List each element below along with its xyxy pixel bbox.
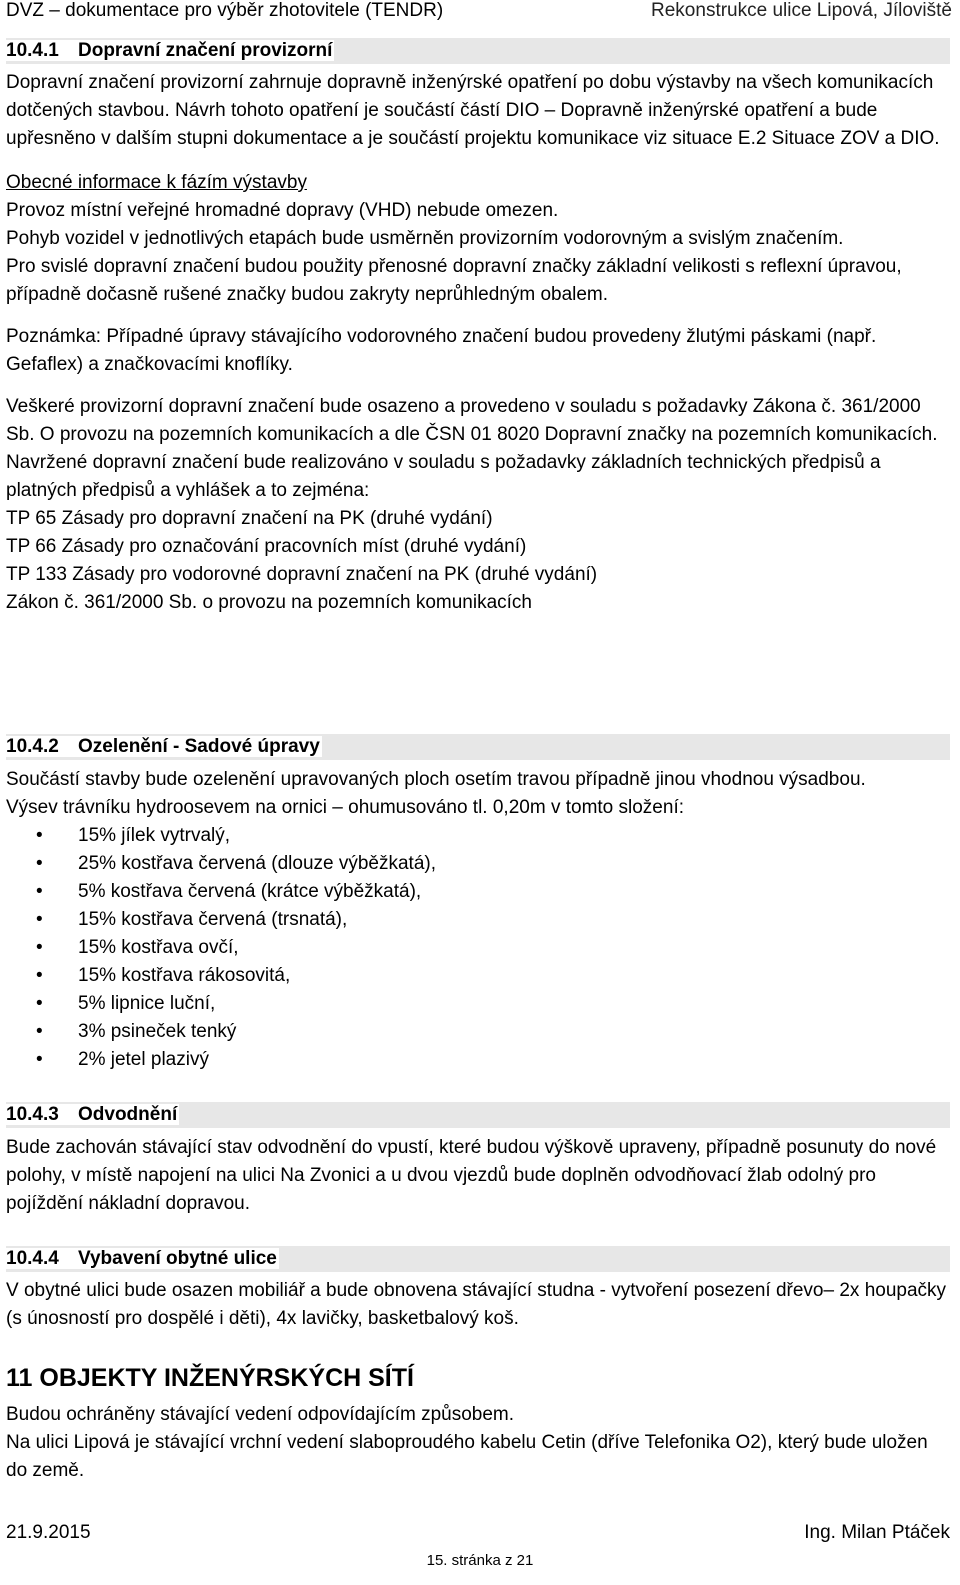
paragraph: Na ulici Lipová je stávající vrchní vedení slaboproudého kabelu Cetin (dříve Telefonika O2), který bude uložen do země.	[6, 1432, 928, 1481]
section-number: 10.4.2	[6, 736, 59, 757]
seed-mix-list	[6, 822, 950, 1074]
list-item: • 25% kostřava červená (dlouze výběžkatá),	[6, 850, 950, 878]
section-heading-10-4-2	[6, 734, 950, 760]
header-document-title: DVZ – dokumentace pro výběr zhotovitele (TENDR)	[6, 0, 444, 21]
section-number: 10.4.4	[6, 1248, 59, 1269]
paragraph: Výsev trávníku hydroosevem na ornici – ohumusováno tl. 0,20m v tomto složení:	[6, 797, 684, 818]
paragraph: Bude zachován stávající stav odvodnění do vpustí, které budou výškově upraveny, případně posunuty do nové polohy, v místě napojení na ulici Na Zvonici a u dvou vjezdů bude doplněn odvodňovací žlab odolný pro pojíždění nákladní dopravou.	[6, 1137, 937, 1214]
section-10-4-2-body	[6, 766, 950, 1074]
reference-item: TP 65 Zásady pro dopravní značení na PK (druhé vydání)	[6, 508, 493, 529]
subheading: Obecné informace k fázím výstavby	[6, 172, 307, 193]
list-item: • 2% jetel plazivý	[6, 1046, 950, 1074]
paragraph: Provoz místní veřejné hromadné dopravy (VHD) nebude omezen.	[6, 200, 559, 221]
section-heading-10-4-1	[6, 38, 950, 64]
section-title: Vybavení obytné ulice	[78, 1248, 277, 1269]
chapter-11-body	[6, 1401, 950, 1485]
paragraph: Veškeré provizorní dopravní značení bude osazeno a provedeno v souladu s požadavky Zákona č. 361/2000 Sb. O provozu na pozemních komunikacích a dle ČSN 01 8020 Dopravní značky na pozemních komunikacích.	[6, 396, 938, 445]
reference-item: TP 133 Zásady pro vodorovné dopravní značení na PK (druhé vydání)	[6, 564, 598, 585]
paragraph: V obytné ulici bude osazen mobiliář a bude obnovena stávající studna - vytvoření posezení dřevo– 2x houpačky (s únosností pro dospělé i děti), 4x lavičky, basketbalový koš.	[6, 1280, 947, 1329]
list-item: • 3% psineček tenký	[6, 1018, 950, 1046]
bullet-icon: •	[36, 909, 43, 930]
paragraph: Budou ochráněny stávající vedení odpovídajícím způsobem.	[6, 1404, 515, 1425]
bullet-icon: •	[36, 881, 43, 902]
section-number: 10.4.1	[6, 40, 59, 61]
bullet-icon: •	[36, 853, 43, 874]
paragraph: Pro svislé dopravní značení budou použity přenosné dopravní značky základní velikosti s reflexní úpravou, případně dočasně rušené značky budou zakryty neprůhledným obalem.	[6, 256, 902, 305]
section-title: Ozelenění - Sadové úpravy	[78, 736, 320, 757]
list-item: • 5% lipnice luční,	[6, 990, 950, 1018]
list-item: • 15% kostřava červená (trsnatá),	[6, 906, 950, 934]
bullet-icon: •	[36, 825, 43, 846]
bullet-icon: •	[36, 1049, 43, 1070]
paragraph: Pohyb vozidel v jednotlivých etapách bude usměrněn provizorním vodorovným a svislým značením.	[6, 228, 844, 249]
list-item: • 5% kostřava červená (krátce výběžkatá),	[6, 878, 950, 906]
reference-item: Zákon č. 361/2000 Sb. o provozu na pozemních komunikacích	[6, 592, 532, 613]
page-footer	[6, 1522, 950, 1552]
section-number: 10.4.3	[6, 1104, 59, 1125]
section-heading-10-4-3	[6, 1102, 950, 1128]
page-header	[6, 0, 952, 31]
list-item: • 15% jílek vytrvalý,	[6, 822, 950, 850]
footer-date: 21.9.2015	[6, 1522, 91, 1543]
paragraph: Navržené dopravní značení bude realizováno v souladu s požadavky základních technických předpisů a platných předpisů a vyhlášek a to zejména:	[6, 452, 881, 501]
list-item: • 15% kostřava rákosovitá,	[6, 962, 950, 990]
list-item: • 15% kostřava ovčí,	[6, 934, 950, 962]
bullet-icon: •	[36, 1021, 43, 1042]
reference-item: TP 66 Zásady pro označování pracovních míst (druhé vydání)	[6, 536, 527, 557]
section-10-4-3-body	[6, 1134, 950, 1218]
chapter-heading-11: 11 OBJEKTY INŽENÝRSKÝCH SÍTÍ	[6, 1364, 414, 1392]
bullet-icon: •	[36, 937, 43, 958]
section-10-4-1-body	[6, 69, 950, 617]
bullet-icon: •	[36, 965, 43, 986]
footer-author: Ing. Milan Ptáček	[804, 1522, 950, 1543]
section-10-4-4-body	[6, 1277, 950, 1333]
header-project-name: Rekonstrukce ulice Lipová, Jíloviště	[651, 0, 952, 21]
bullet-icon: •	[36, 993, 43, 1014]
section-title: Dopravní značení provizorní	[78, 40, 333, 61]
page-number: 15. stránka z 21	[426, 1552, 534, 1569]
section-heading-10-4-4	[6, 1246, 950, 1272]
paragraph: Součástí stavby bude ozelenění upravovaných ploch osetím travou případně jinou vhodnou výsadbou.	[6, 769, 866, 790]
note-paragraph: Poznámka: Případné úpravy stávajícího vodorovného značení budou provedeny žlutými páskami (např. Gefaflex) a značkovacími knoflíky.	[6, 326, 877, 375]
section-title: Odvodnění	[78, 1104, 178, 1125]
paragraph: Dopravní značení provizorní zahrnuje dopravně inženýrské opatření po dobu výstavby na všech komunikacích dotčených stavbou. Návrh tohoto opatření je součástí částí DIO – Dopravně inženýrské opatření a bude upřesněno v dalším stupni dokumentace a je součástí projektu komunikace viz situace E.2 Situace ZOV a DIO.	[6, 72, 940, 149]
